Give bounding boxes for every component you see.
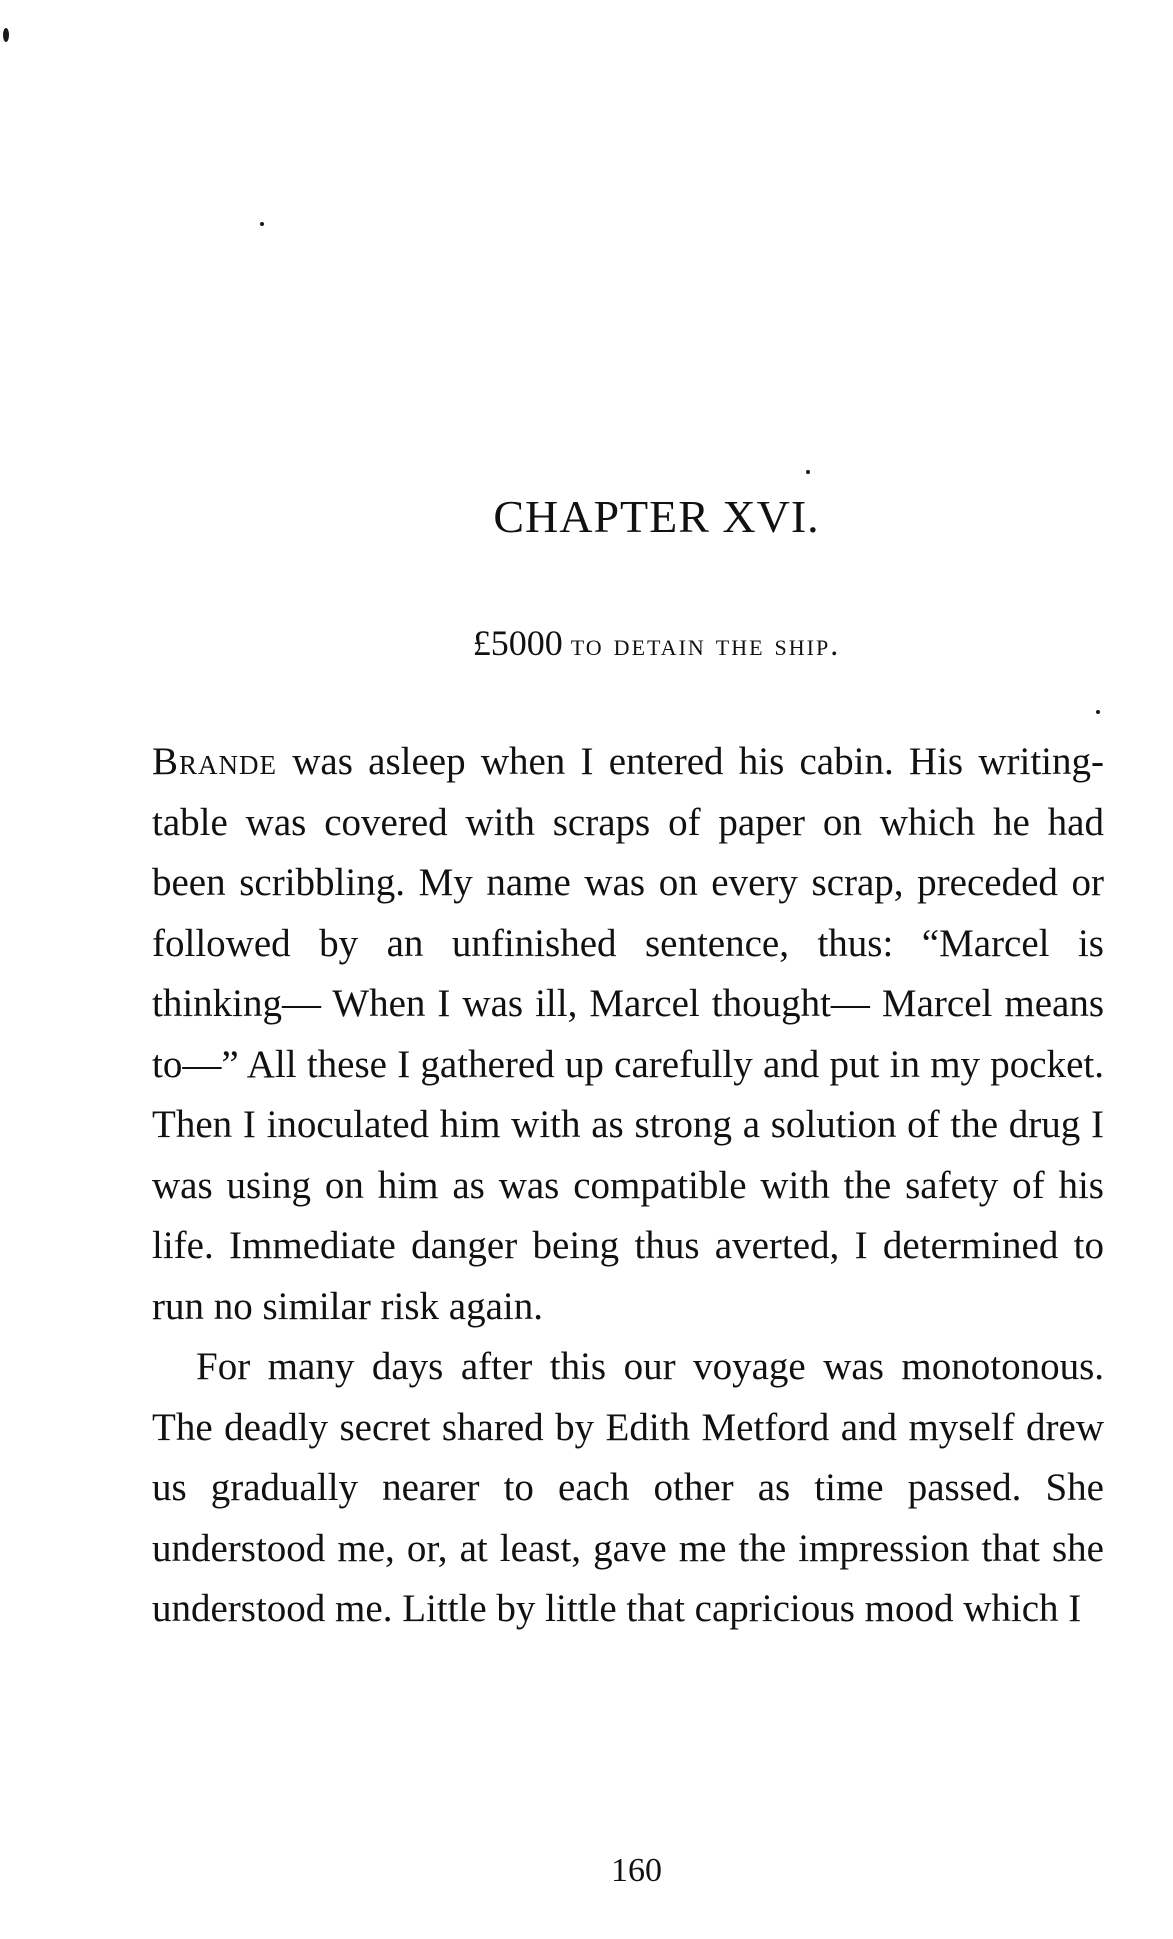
print-speck <box>806 470 810 474</box>
paragraph-lead-word: Brande <box>152 740 278 783</box>
chapter-title: CHAPTER XVI. <box>493 491 820 542</box>
paragraph-text: was asleep when I entered his cabin. His writing-table was covered with scraps of paper on which he had been scribbling. My name was on every scrap, preceded or followed by an unfinished sentence, thus: “Marcel is thinking— When I was ill, Marcel thought— Marcel means to—” All these I gathered up carefully and put in my pocket. Then I inoculated him with as strong a solution of the drug I was using on him as was compatible with the safety of his life. Immediate danger being thus averted, I determined to run no similar risk again. <box>152 740 1104 1328</box>
print-speck <box>1096 710 1100 714</box>
subtitle-amount: £5000 <box>472 623 563 663</box>
page-number: 160 <box>611 1852 662 1889</box>
body-text <box>152 732 1104 1640</box>
paragraph-2 <box>152 1337 1104 1640</box>
paragraph-1 <box>152 732 1104 1337</box>
print-speck <box>3 28 9 42</box>
subtitle-text: to detain the ship. <box>570 626 841 662</box>
paragraph-text: For many days after this our voyage was monotonous. The deadly secret shared by Edith Metford and myself drew us gradually nearer to each other as time passed. She understood me, or, at least, gave me the impression that she understood me. Little by little that capricious mood which I <box>152 1345 1104 1630</box>
chapter-subtitle <box>0 622 1173 664</box>
print-speck <box>260 222 264 226</box>
